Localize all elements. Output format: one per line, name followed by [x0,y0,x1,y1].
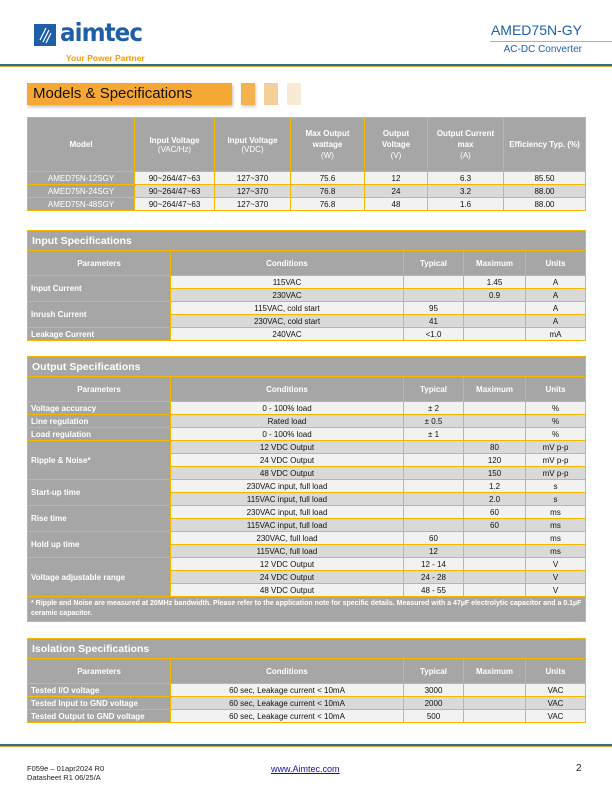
cell: 80 [464,441,526,454]
cell [404,289,464,302]
cell: mA [526,328,586,341]
param-name: Voltage adjustable range [28,558,171,597]
cell [404,506,464,519]
cell: ms [526,519,586,532]
cell: 48 VDC Output [171,467,404,480]
cell: ± 2 [404,402,464,415]
cell: A [526,315,586,328]
col-header: Input Voltage (VAC/Hz) [135,118,215,172]
models-table [27,117,586,211]
cell [464,684,526,697]
cell: <1.0 [404,328,464,341]
param-name: Leakage Current [28,328,171,341]
spec-header-row [28,377,586,402]
param-name: Ripple & Noise* [28,441,171,480]
col-header: Max Output wattage (W) [291,118,365,172]
product-type: AC-DC Converter [503,44,582,55]
cell [464,415,526,428]
cell: 0.9 [464,289,526,302]
cell: 90~264/47~63 [135,172,215,185]
cell: 48 - 55 [404,584,464,597]
cell: 230VAC input, full load [171,480,404,493]
cell: 60 [464,519,526,532]
cell: 6.3 [428,172,504,185]
cell: 95 [404,302,464,315]
col-header: Maximum [464,659,526,684]
cell: ms [526,545,586,558]
cell [464,532,526,545]
cell: 60 [464,506,526,519]
cell: mV p-p [526,454,586,467]
col-header: Units [526,377,586,402]
table-row [28,697,586,710]
table-row [28,532,586,545]
cell: 230VAC [171,289,404,302]
cell: A [526,276,586,289]
section-heading-text: Models & Specifications [33,85,193,102]
cell: 115VAC [171,276,404,289]
isolation-specs-table [27,638,586,723]
cell: 115VAC, full load [171,545,404,558]
col-header: Parameters [28,659,171,684]
cell: 24 VDC Output [171,571,404,584]
datasheet-revision: Datasheet R1 06/25/A [27,773,101,782]
logo-mark-icon [34,24,56,46]
cell [404,454,464,467]
cell: 24 - 28 [404,571,464,584]
title-underline [490,41,612,42]
col-header: Output Voltage (V) [365,118,428,172]
cell: 12 VDC Output [171,558,404,571]
cell: 230VAC, cold start [171,315,404,328]
col-header: Maximum [464,377,526,402]
cell: 60 sec, Leakage current < 10mA [171,710,404,723]
model-name: AMED75N-12SGY [28,172,135,185]
cell: 230VAC input, full load [171,506,404,519]
cell: 2000 [404,697,464,710]
col-header: Output Current max (A) [428,118,504,172]
decor-square [287,83,301,105]
table-title: Input Specifications [28,231,586,251]
cell: 76.8 [291,198,365,211]
cell: 127~370 [215,198,291,211]
cell: % [526,415,586,428]
cell: 90~264/47~63 [135,198,215,211]
output-specs-table [27,356,586,622]
cell: 150 [464,467,526,480]
cell: 60 sec, Leakage current < 10mA [171,684,404,697]
cell: V [526,584,586,597]
cell: 1.6 [428,198,504,211]
cell: VAC [526,710,586,723]
param-name: Tested Input to GND voltage [28,697,171,710]
cell: 90~264/47~63 [135,185,215,198]
cell: 1.45 [464,276,526,289]
product-code: AMED75N-GY [490,22,582,38]
page-number: 2 [576,763,582,774]
cell: 0 - 100% load [171,402,404,415]
param-name: Voltage accuracy [28,402,171,415]
cell: 12 VDC Output [171,441,404,454]
col-header: Efficiency Typ. (%) [504,118,586,172]
table-row [28,710,586,723]
cell: 2.0 [464,493,526,506]
cell: A [526,302,586,315]
col-header: Parameters [28,377,171,402]
cell [464,302,526,315]
cell: mV p-p [526,467,586,480]
table-row [28,402,586,415]
table-row [28,276,586,289]
cell: 240VAC [171,328,404,341]
cell: 3.2 [428,185,504,198]
cell: mV p-p [526,441,586,454]
cell [464,571,526,584]
cell: ms [526,506,586,519]
param-name: Hold up time [28,532,171,558]
input-specs-table [27,230,586,341]
section-heading [27,83,232,105]
cell: VAC [526,697,586,710]
cell: Rated load [171,415,404,428]
param-name: Line regulation [28,415,171,428]
cell: 0 - 100% load [171,428,404,441]
cell: 127~370 [215,185,291,198]
col-header: Input Voltage (VDC) [215,118,291,172]
cell: 115VAC input, full load [171,493,404,506]
param-name: Inrush Current [28,302,171,328]
col-header: Typical [404,377,464,402]
cell: 230VAC, full load [171,532,404,545]
cell: 60 [404,532,464,545]
col-header: Parameters [28,251,171,276]
table-row [28,415,586,428]
cell [464,584,526,597]
cell: 12 - 14 [404,558,464,571]
footer-doc-info [27,764,104,782]
cell: 1.2 [464,480,526,493]
cell [404,519,464,532]
cell [404,467,464,480]
col-header: Units [526,659,586,684]
table-row [28,506,586,519]
cell [404,441,464,454]
cell [464,402,526,415]
cell: 12 [404,545,464,558]
table-row [28,558,586,571]
cell [464,428,526,441]
col-header: Typical [404,251,464,276]
decor-square [264,83,278,105]
param-name: Tested I/O voltage [28,684,171,697]
table-row [28,684,586,697]
cell [464,328,526,341]
col-header: Maximum [464,251,526,276]
cell: 3000 [404,684,464,697]
cell: % [526,428,586,441]
cell: 24 VDC Output [171,454,404,467]
param-name: Load regulation [28,428,171,441]
table-row [28,328,586,341]
col-header: Conditions [171,659,404,684]
col-header: Model [28,118,135,172]
cell: 88.00 [504,185,586,198]
table-row [28,198,586,211]
cell: V [526,558,586,571]
spec-header-row [28,251,586,276]
cell: A [526,289,586,302]
table-row [28,185,586,198]
table-row [28,428,586,441]
cell: 76.8 [291,185,365,198]
cell [404,276,464,289]
cell: VAC [526,684,586,697]
cell: 41 [404,315,464,328]
models-header-row [28,118,586,172]
param-name: Start-up time [28,480,171,506]
col-header: Typical [404,659,464,684]
cell: ± 0.5 [404,415,464,428]
cell: s [526,480,586,493]
table-row [28,172,586,185]
logo-tagline: Your Power Partner [66,53,145,63]
cell [464,558,526,571]
aimtec-logo [34,18,164,64]
decor-square [241,83,255,105]
param-name: Input Current [28,276,171,302]
cell: % [526,402,586,415]
cell: V [526,571,586,584]
cell: 88.00 [504,198,586,211]
cell: 48 [365,198,428,211]
cell: s [526,493,586,506]
spec-header-row [28,659,586,684]
cell [464,545,526,558]
cell: 120 [464,454,526,467]
cell: 500 [404,710,464,723]
footer-divider [0,744,612,748]
header-divider [0,64,612,68]
cell: 85.50 [504,172,586,185]
table-row [28,441,586,454]
cell: 12 [365,172,428,185]
cell [464,315,526,328]
col-header: Conditions [171,251,404,276]
logo-wordmark: aimtec [60,18,143,47]
cell: 24 [365,185,428,198]
cell [404,493,464,506]
cell: 48 VDC Output [171,584,404,597]
param-name: Rise time [28,506,171,532]
cell: 127~370 [215,172,291,185]
model-name: AMED75N-24SGY [28,185,135,198]
cell: 115VAC input, full load [171,519,404,532]
cell: ms [526,532,586,545]
param-name: Tested Output to GND voltage [28,710,171,723]
cell: ± 1 [404,428,464,441]
cell: 75.6 [291,172,365,185]
cell [464,697,526,710]
table-title: Output Specifications [28,357,586,377]
cell [404,480,464,493]
cell: 115VAC, cold start [171,302,404,315]
table-title: Isolation Specifications [28,639,586,659]
col-header: Units [526,251,586,276]
table-row [28,302,586,315]
form-code: F059e – 01apr2024 R0 [27,764,105,773]
cell [464,710,526,723]
table-row [28,480,586,493]
footnote: * Ripple and Noise are measured at 20MHz bandwidth. Please refer to the application note for specific details. Measured with a 47µF electrolytic capacitor and a 0.1µF ceramic capacitor. [28,597,586,622]
cell: 60 sec, Leakage current < 10mA [171,697,404,710]
col-header: Conditions [171,377,404,402]
website-link[interactable]: www.Aimtec.com [271,764,340,774]
model-name: AMED75N-48SGY [28,198,135,211]
